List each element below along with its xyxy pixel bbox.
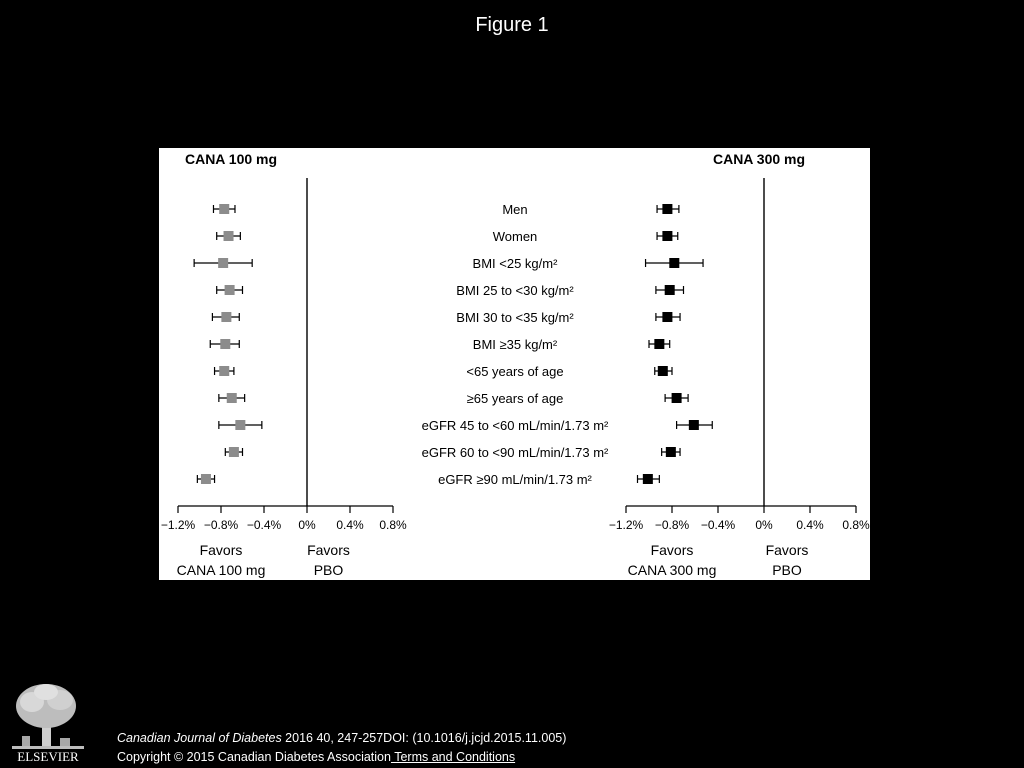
point-estimate	[669, 258, 679, 268]
citation-text: 2016 40, 247-257DOI: (10.1016/j.jcjd.2015.11.005)	[281, 731, 567, 745]
favors-left-line1: Favors	[650, 542, 694, 558]
subgroup-label: eGFR ≥90 mL/min/1.73 m²	[438, 472, 592, 487]
favors-right-line2: PBO	[313, 562, 344, 578]
subgroup-label: eGFR 45 to <60 mL/min/1.73 m²	[421, 418, 609, 433]
point-estimate	[666, 447, 676, 457]
point-estimate	[219, 204, 229, 214]
subgroup-label: Men	[502, 202, 528, 217]
x-tick-label: −0.4%	[700, 518, 736, 532]
point-estimate	[662, 312, 672, 322]
point-estimate	[665, 285, 675, 295]
point-estimate	[672, 393, 682, 403]
subgroup-label: ≥65 years of age	[466, 391, 564, 406]
subgroup-label: Women	[492, 229, 538, 244]
forest-plot	[159, 148, 870, 580]
x-tick-label: −0.8%	[654, 518, 690, 532]
x-tick-label: 0.4%	[796, 518, 824, 532]
point-estimate	[227, 393, 237, 403]
favors-right-line1: Favors	[765, 542, 809, 558]
subgroup-label: BMI 25 to <30 kg/m²	[456, 283, 574, 298]
panel-title: CANA 300 mg	[712, 151, 806, 167]
terms-link[interactable]: Terms and Conditions	[390, 750, 516, 764]
x-tick-label: −1.2%	[608, 518, 644, 532]
x-tick-label: 0.8%	[842, 518, 870, 532]
x-tick-label: 0.8%	[379, 518, 407, 532]
figure-panel	[159, 148, 870, 580]
point-estimate	[224, 231, 234, 241]
x-tick-label: 0.4%	[336, 518, 364, 532]
copyright-text: Copyright © 2015 Canadian Diabetes Association	[117, 750, 391, 764]
point-estimate	[689, 420, 699, 430]
point-estimate	[218, 258, 228, 268]
figure-title: Figure 1	[475, 14, 549, 36]
citation-line	[117, 729, 566, 748]
point-estimate	[662, 231, 672, 241]
x-tick-label: −1.2%	[160, 518, 196, 532]
publisher-name: ELSEVIER	[17, 749, 79, 764]
point-estimate	[221, 312, 231, 322]
panel-title: CANA 100 mg	[184, 151, 278, 167]
subgroup-label: BMI 30 to <35 kg/m²	[456, 310, 574, 325]
favors-left-line2: CANA 100 mg	[176, 562, 266, 578]
footer	[117, 729, 566, 767]
x-tick-label: −0.4%	[246, 518, 282, 532]
subgroup-label: BMI ≥35 kg/m²	[472, 337, 558, 352]
subgroup-label: <65 years of age	[466, 364, 564, 379]
point-estimate	[654, 339, 664, 349]
point-estimate	[658, 366, 668, 376]
copyright-line	[117, 748, 566, 767]
favors-right-line1: Favors	[307, 542, 350, 558]
elsevier-logo	[8, 680, 88, 764]
subgroup-label: BMI <25 kg/m²	[472, 256, 558, 271]
point-estimate	[220, 339, 230, 349]
x-tick-label: 0%	[755, 518, 773, 532]
point-estimate	[229, 447, 239, 457]
point-estimate	[225, 285, 235, 295]
favors-left-line1: Favors	[199, 542, 243, 558]
point-estimate	[219, 366, 229, 376]
favors-left-line2: CANA 300 mg	[627, 562, 717, 578]
point-estimate	[643, 474, 653, 484]
favors-right-line2: PBO	[772, 562, 802, 578]
x-tick-label: −0.8%	[203, 518, 239, 532]
point-estimate	[235, 420, 245, 430]
subgroup-label: eGFR 60 to <90 mL/min/1.73 m²	[421, 445, 609, 460]
point-estimate	[662, 204, 672, 214]
point-estimate	[201, 474, 211, 484]
x-tick-label: 0%	[298, 518, 316, 532]
journal-name: Canadian Journal of Diabetes	[117, 731, 282, 745]
